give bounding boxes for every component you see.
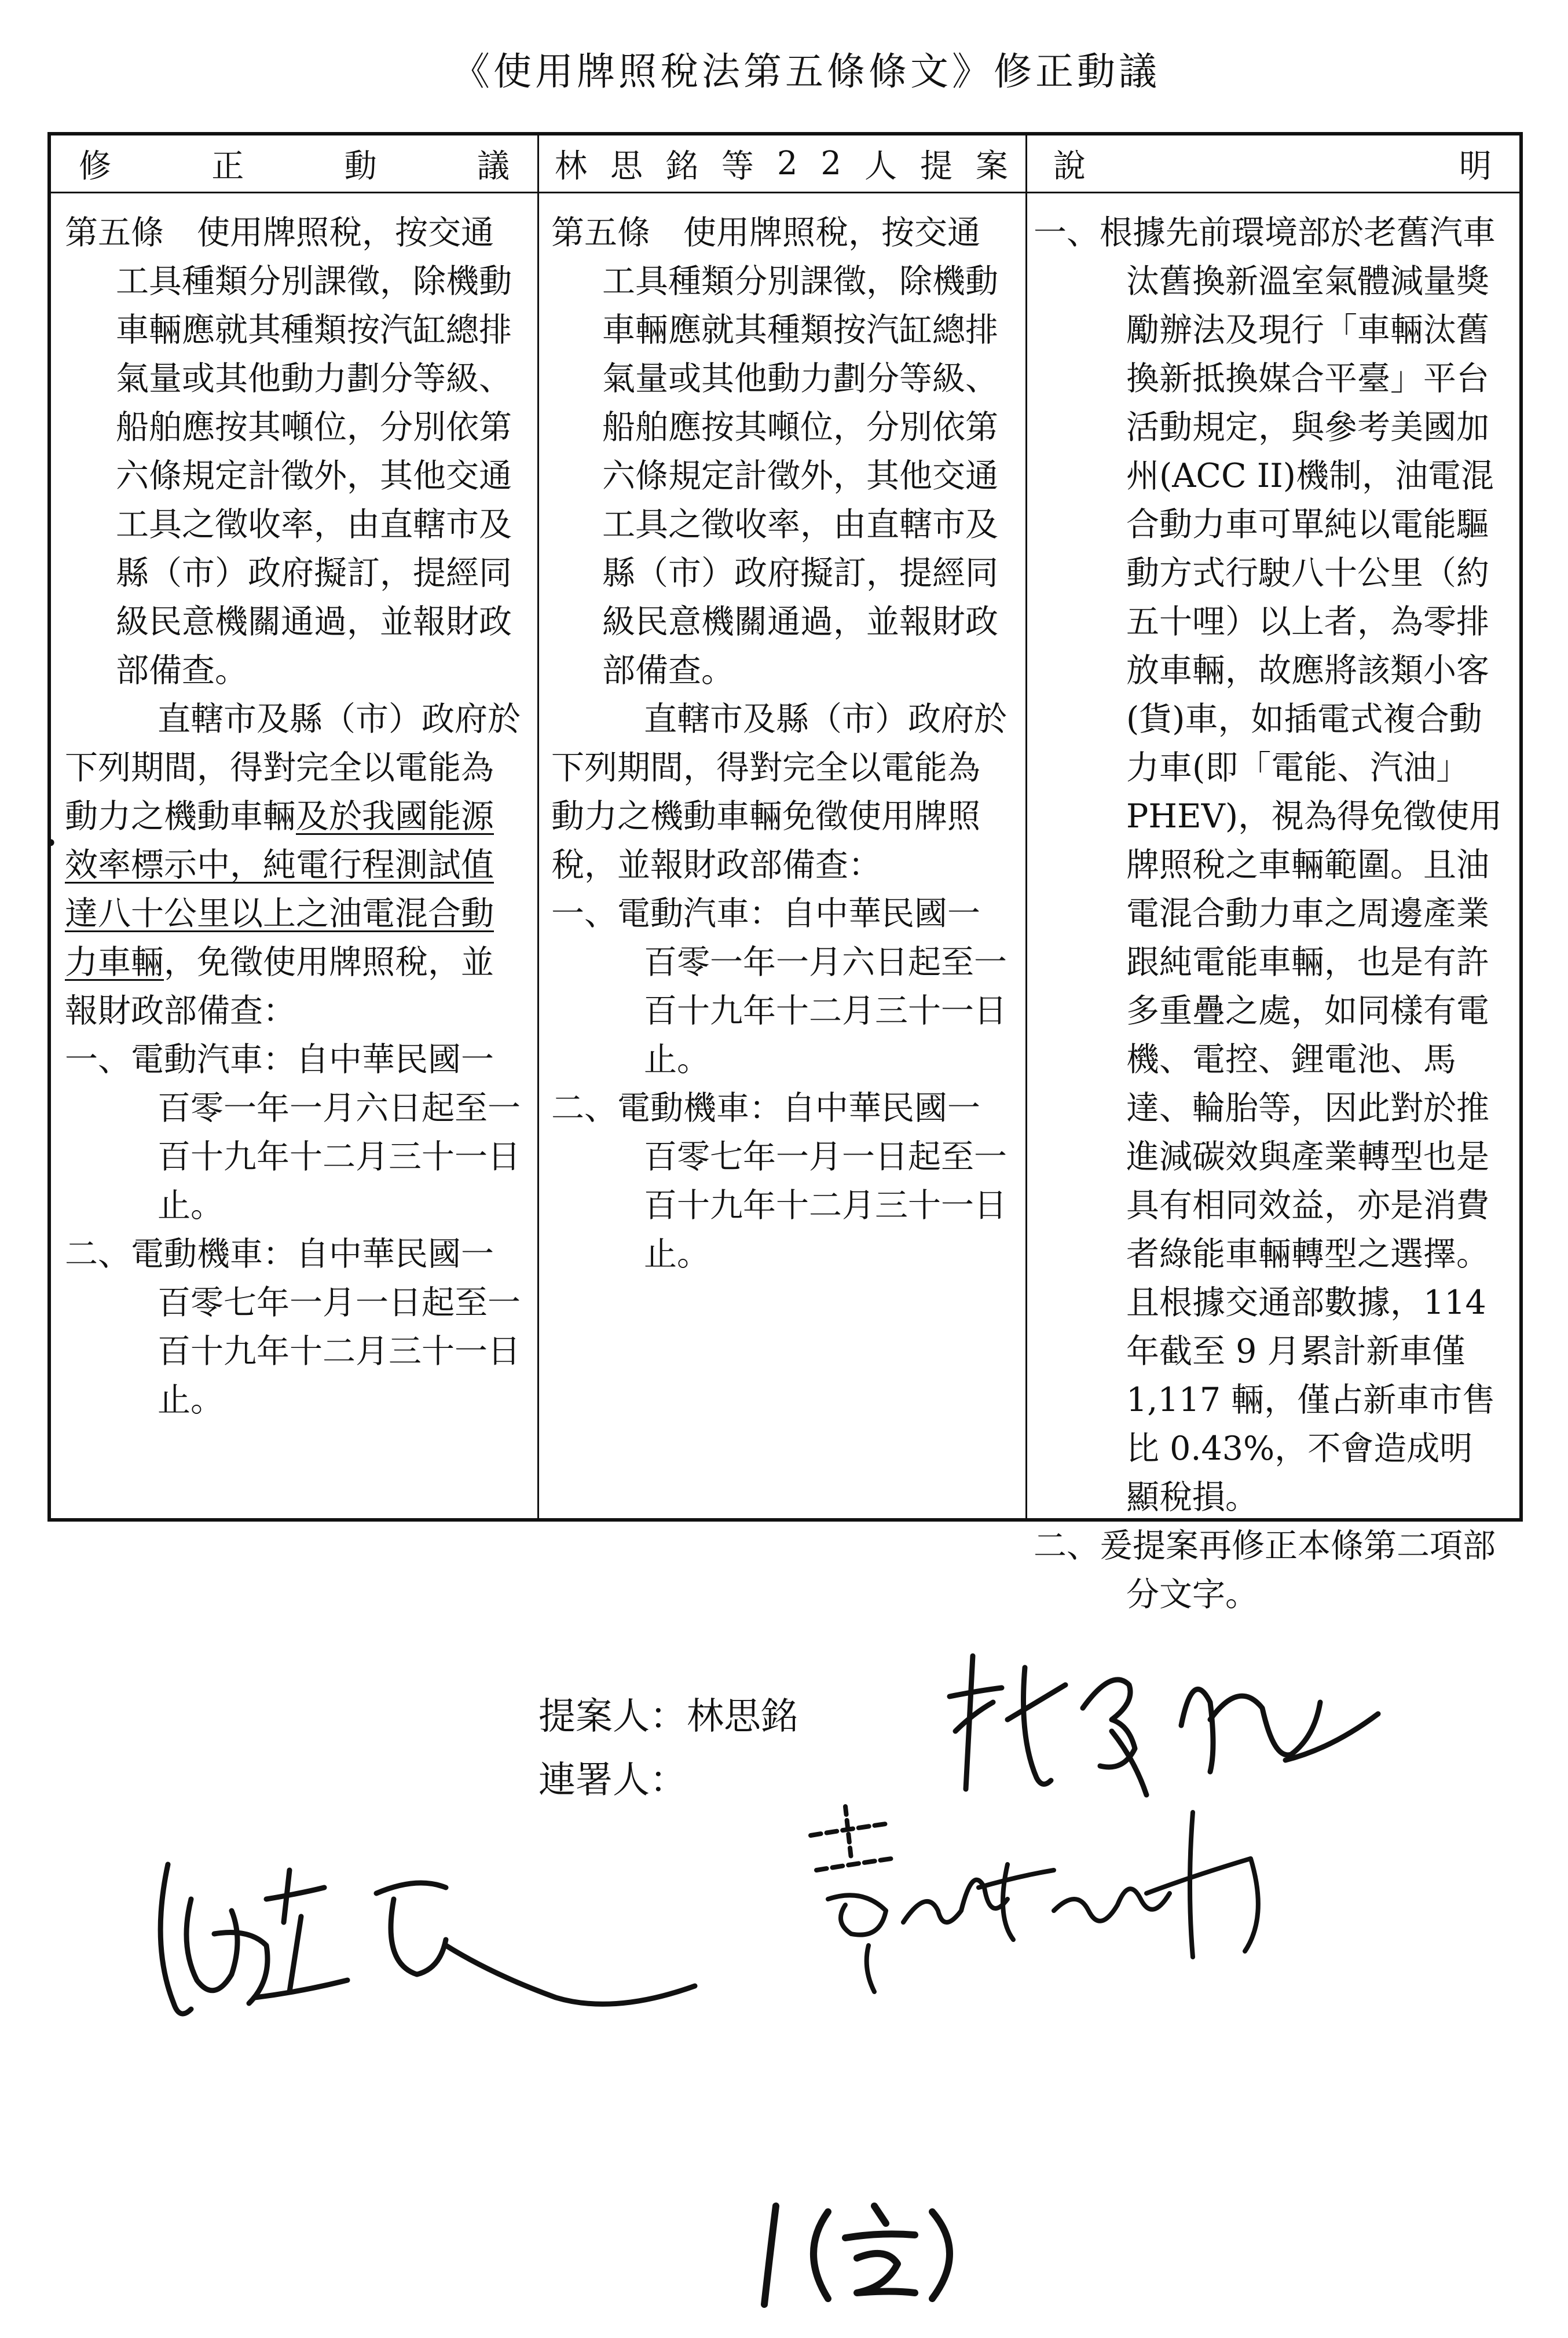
list-item: 一、電動汽車：自中華民國一百零一年一月六日起至一百十九年十二月三十一日止。 bbox=[551, 895, 1007, 1079]
header-char: 議 bbox=[477, 147, 510, 185]
article-body: 使用牌照稅，按交通工具種類分別課徵，除機動車輛應就其種類按汽缸總排氣量或其他動力劃分等級、船舶應按其噸位，分別依第六條規定計徵外，其他交通工具之徵收率，由直轄市及縣（市）政府擬訂，提經同級民意機關通過，並報財政部備查。 bbox=[602, 214, 998, 690]
header-explanation bbox=[1025, 135, 1519, 193]
header-char: 明 bbox=[1459, 147, 1492, 185]
list-item: 二、電動機車：自中華民國一百零七年一月一日起至一百十九年十二月三十一日止。 bbox=[551, 1089, 1007, 1273]
header-original-proposal bbox=[537, 135, 1025, 193]
column-original-proposal bbox=[537, 135, 1027, 1518]
explanation-text bbox=[1025, 193, 1519, 1619]
cosigner-label: 連署人： bbox=[538, 1759, 687, 1802]
handwritten-page-number bbox=[741, 2189, 984, 2318]
handwritten-signature-cosigner-2 bbox=[787, 1772, 1309, 2038]
article-paragraph-1 bbox=[551, 208, 1009, 695]
amended-underlined-text: 及於我國能源效率標示中，純電行程測試值達八十公里以上之油電混合動力車輛 bbox=[65, 797, 494, 981]
header-char: 林 bbox=[555, 147, 587, 185]
cosigner-line bbox=[538, 1749, 798, 1812]
original-proposal-text bbox=[537, 193, 1025, 1278]
column-amendment bbox=[51, 135, 539, 1518]
article-paragraph-2 bbox=[65, 695, 521, 1035]
amendment-table bbox=[47, 132, 1523, 1614]
handwritten-signature-cosigner-1 bbox=[116, 1830, 706, 2038]
paragraph-text: 直轄市及縣（市）政府於下列期間，得對完全以電能為動力之機動車輛 bbox=[65, 700, 521, 835]
header-char: 銘 bbox=[665, 147, 698, 185]
list-item: 二、爰提案再修正本條第二項部分文字。 bbox=[1034, 1527, 1496, 1614]
list-item: 一、電動汽車：自中華民國一百零一年一月六日起至一百十九年十二月三十一日止。 bbox=[65, 1040, 521, 1225]
article-paragraph-1 bbox=[65, 208, 521, 695]
header-char: 2 bbox=[820, 145, 842, 182]
proposer-name: 林思銘 bbox=[687, 1695, 798, 1738]
list-item: 一、根據先前環境部於老舊汽車汰舊換新溫室氣體減量獎勵辦法及現行「車輛汰舊換新抵換媒合平臺」平台活動規定，與參考美國加州(ACC II)機制，油電混合動力車可單純以電能驅動方式行駛八十公里（約五十哩）以上者，為零排放車輛，故應將該類小客(貨)車，如插電式複合動力車(即「電能、汽油」PHEV)，視為得免徵使用牌照稅之車輛範圍。且油電混合動力車之周邊產業跟純電能車輛，也是有許多重疊之處，如同樣有電機、電控、鋰電池、馬達、輪胎等，因此對於推進減碳效與產業轉型也是具有相同效益，亦是消費者綠能車輛轉型之選擇。且根據交通部數據，114 年截至 9 月累計新車僅 1,117 輛，僅占新車市售比 0.43%，不會造成明顯稅損。 bbox=[1034, 214, 1503, 1516]
header-char: 修 bbox=[79, 147, 111, 185]
header-char: 思 bbox=[610, 147, 643, 185]
proposer-line bbox=[538, 1685, 798, 1749]
header-char: 等 bbox=[721, 147, 754, 185]
header-char: 說 bbox=[1053, 147, 1086, 185]
signature-block bbox=[538, 1685, 798, 1812]
page-title: 《使用牌照稅法第五條條文》修正動議 bbox=[452, 49, 1160, 94]
header-amendment bbox=[51, 135, 537, 193]
proposer-label: 提案人： bbox=[538, 1695, 687, 1738]
article-paragraph-2: 直轄市及縣（市）政府於下列期間，得對完全以電能為動力之機動車輛免徵使用牌照稅，並報財政部備查： bbox=[551, 700, 1007, 884]
article-lead: 第五條 bbox=[551, 214, 650, 252]
margin-bullet: • bbox=[44, 830, 58, 857]
header-char: 動 bbox=[344, 147, 377, 185]
list-item: 二、電動機車：自中華民國一百零七年一月一日起至一百十九年十二月三十一日止。 bbox=[65, 1235, 521, 1419]
paragraph-text: ，免徵使用牌照稅，並報財政部備查： bbox=[65, 943, 494, 1030]
article-lead: 第五條 bbox=[65, 214, 164, 252]
header-char: 提 bbox=[919, 147, 952, 185]
article-body: 使用牌照稅，按交通工具種類分別課徵，除機動車輛應就其種類按汽缸總排氣量或其他動力劃分等級、船舶應按其噸位，分別依第六條規定計徵外，其他交通工具之徵收率，由直轄市及縣（市）政府擬訂，提經同級民意機關通過，並報財政部備查。 bbox=[116, 214, 512, 690]
column-explanation bbox=[1025, 135, 1519, 1614]
amendment-text bbox=[51, 193, 537, 1424]
header-char: 案 bbox=[975, 147, 1008, 185]
header-char: 2 bbox=[776, 145, 798, 182]
header-char: 正 bbox=[211, 147, 244, 185]
header-char: 人 bbox=[864, 147, 897, 185]
